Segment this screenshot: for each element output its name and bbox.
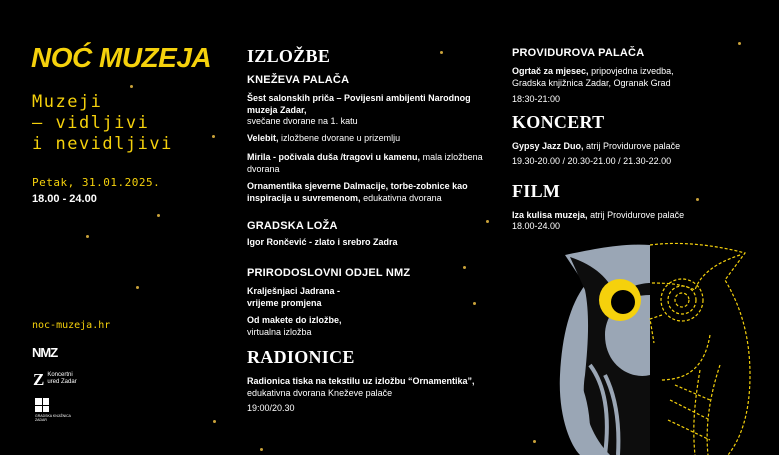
star-decoration (86, 235, 89, 238)
star-decoration (533, 440, 536, 443)
list-item-time: 18:30-21:00 (512, 94, 561, 104)
izlozbe-title: IZLOŽBE (247, 46, 331, 66)
list-item: Iza kulisa muzeja, atrij Providurove palače (512, 210, 685, 220)
list-item: Kralješnjaci Jadrana - vrijeme promjena (247, 286, 341, 308)
list-item: Šest salonskih priča – Povijesni ambijenti Narodnog muzeja Zadar, svečane dvorane na 1. katu (247, 93, 471, 126)
venue-prirodoslovni-odjel: PRIRODOSLOVNI ODJEL NMZ (247, 267, 411, 279)
kz-icon: Z (33, 369, 45, 389)
star-decoration (212, 135, 215, 138)
star-decoration (260, 448, 263, 451)
venue-providurova-palaca: PROVIDUROVA PALAČA (512, 47, 645, 59)
logo: NOĆ MUZEJA (31, 42, 212, 73)
list-item: Igor Rončević - zlato i srebro Zadra (247, 237, 398, 247)
star-decoration (738, 42, 741, 45)
nmz-logo: NMZ (32, 345, 58, 360)
star-decoration (130, 85, 133, 88)
radionice-title: RADIONICE (247, 347, 355, 367)
owl-illustration (550, 235, 760, 455)
library-icon (35, 398, 49, 412)
list-item: Ogrtač za mjesec, pripovjedna izvedba, Gradska knjižnica Zadar, Ogranak Grad (512, 66, 674, 88)
venue-kneseva-palaca: KNEŽEVA PALAČA (247, 74, 350, 86)
star-decoration (136, 286, 139, 289)
website-link[interactable]: noc-muzeja.hr (32, 320, 111, 331)
subtitle: Muzeji — vidljivi i nevidljivi (32, 92, 173, 154)
list-item: Velebit, izložbene dvorane u prizemlju (247, 133, 401, 143)
venue-gradska-loza: GRADSKA LOŽA (247, 220, 338, 232)
gradska-knjiznica-logo: GRADSKA KNJIŽNICA ZADAR (35, 398, 75, 422)
koncertni-ured-logo: Z Koncertni ured Zadar (33, 369, 77, 389)
list-item-time: 19.30-20.00 / 20.30-21.00 / 21.30-22.00 (512, 156, 672, 166)
list-item-time: 19:00/20.30 (247, 403, 295, 413)
event-date: Petak, 31.01.2025. (32, 176, 161, 189)
list-item-time: 18.00-24.00 (512, 221, 561, 231)
list-item: Mirila - počivala duša /tragovi u kamenu, mala izložbena dvorana (247, 152, 483, 174)
star-decoration (157, 214, 160, 217)
star-decoration (213, 420, 216, 423)
film-title: FILM (512, 181, 561, 201)
list-item: Gypsy Jazz Duo, atrij Providurove palače (512, 141, 681, 151)
star-decoration (473, 302, 476, 305)
koncert-title: KONCERT (512, 112, 605, 132)
list-item: Od makete do izložbe, virtualna izložba (247, 315, 342, 337)
list-item: Radionica tiska na tekstilu uz izložbu “Ornamentika”, edukativna dvorana Kneževe palače (247, 376, 475, 398)
event-time: 18.00 - 24.00 (32, 193, 97, 205)
list-item: Ornamentika sjeverne Dalmacije, torbe-zobnice kao inspiracija u suvremenom, edukativna dvorana (247, 181, 468, 203)
